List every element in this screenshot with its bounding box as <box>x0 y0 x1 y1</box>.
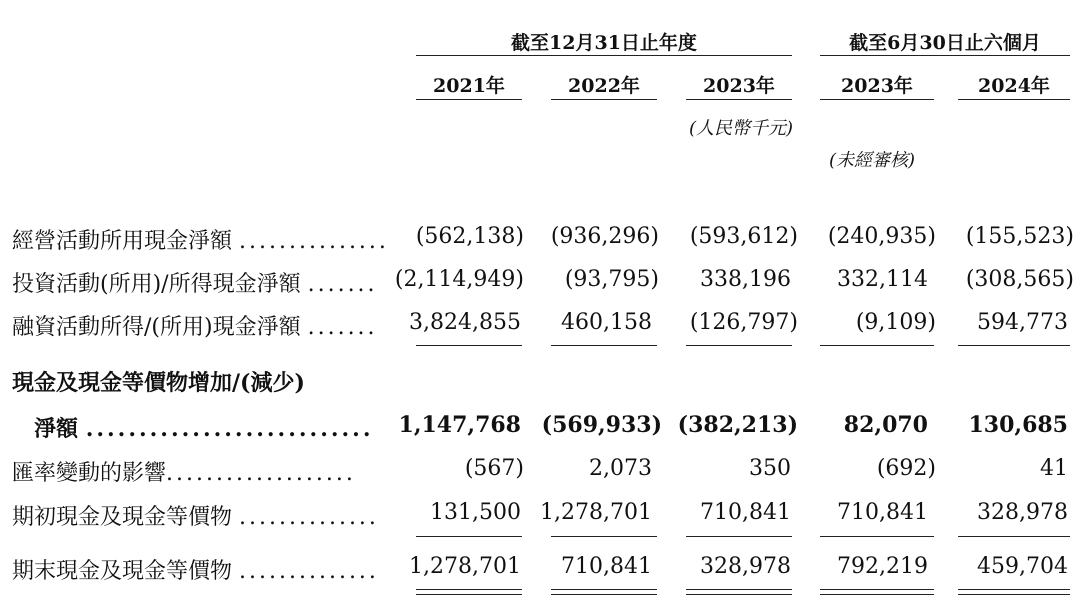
subtotal-rule <box>958 536 1070 537</box>
group-header-fiscal-year-underline <box>416 55 792 56</box>
cell-value: 338,196 <box>700 267 791 292</box>
group-header-six-months-underline <box>820 55 1070 56</box>
subtotal-rule <box>820 536 934 537</box>
cell-value: (9,109) <box>855 310 936 335</box>
group-header-six-months: 截至6月30日止六個月 <box>849 32 1041 54</box>
total-double-rule <box>820 589 934 595</box>
subtotal-rule <box>551 345 657 346</box>
year-header-2023: 2023年 <box>703 75 775 97</box>
cell-value: (240,935) <box>827 224 936 249</box>
cell-value: 1,278,701 <box>540 500 652 525</box>
group-header-fiscal-year: 截至12月31日止年度 <box>511 32 697 54</box>
year-header-underline <box>820 99 934 100</box>
cell-value: 328,978 <box>700 554 791 579</box>
year-header-underline <box>551 99 657 100</box>
cell-value: 3,824,855 <box>409 310 521 335</box>
cell-value: 130,685 <box>968 412 1068 438</box>
subtotal-rule <box>686 536 792 537</box>
cell-value: (569,933) <box>541 412 662 438</box>
row-label-operating-cash: 經營活動所用現金淨額 ............... <box>12 229 389 254</box>
cell-value: 2,073 <box>589 456 652 481</box>
cell-value: 332,114 <box>837 267 928 292</box>
row-label-financing-cash: 融資活動所得/(所用)現金淨額 ....... <box>12 315 378 340</box>
cell-value: (2,114,949) <box>394 267 524 292</box>
subtotal-rule <box>686 345 792 346</box>
year-header-2023-six-months: 2023年 <box>841 75 913 97</box>
cell-value: 792,219 <box>837 554 928 579</box>
cell-value: 594,773 <box>977 310 1068 335</box>
cell-value: (155,523) <box>965 224 1074 249</box>
year-header-2024-six-months: 2024年 <box>978 75 1050 97</box>
subtotal-rule <box>416 345 522 346</box>
total-double-rule <box>686 589 792 595</box>
subtotal-rule <box>551 536 657 537</box>
cell-value: 328,978 <box>977 500 1068 525</box>
cell-value: 459,704 <box>977 554 1068 579</box>
year-header-underline <box>416 99 522 100</box>
cell-value: (93,795) <box>564 267 659 292</box>
cell-value: (936,296) <box>550 224 659 249</box>
year-header-underline <box>958 99 1070 100</box>
row-label-investing-cash: 投資活動(所用)/所得現金淨額 ....... <box>12 272 378 297</box>
cell-value: (126,797) <box>689 310 798 335</box>
subtotal-rule <box>416 536 522 537</box>
cell-value: 710,841 <box>700 500 791 525</box>
total-double-rule <box>416 589 522 595</box>
year-header-2022: 2022年 <box>568 75 640 97</box>
total-double-rule <box>958 589 1070 595</box>
cell-value: 460,158 <box>561 310 652 335</box>
cell-value: (382,213) <box>677 412 798 438</box>
cell-value: 82,070 <box>843 412 928 438</box>
total-double-rule <box>551 589 657 595</box>
cell-value: (567) <box>464 456 524 481</box>
row-label-net-change: 淨額 ........................... <box>34 416 374 442</box>
cell-value: (308,565) <box>965 267 1074 292</box>
year-header-2021: 2021年 <box>433 75 505 97</box>
cell-value: (692) <box>876 456 936 481</box>
unaudited-note: (未經審核) <box>829 150 916 171</box>
year-header-underline <box>686 99 792 100</box>
cell-value: (562,138) <box>415 224 524 249</box>
row-label-opening-cash: 期初現金及現金等價物 .............. <box>12 505 379 530</box>
cell-value: 1,147,768 <box>398 412 521 438</box>
cell-value: 41 <box>1040 456 1068 481</box>
row-label-net-change-heading: 現金及現金等價物增加/(減少) <box>12 370 305 396</box>
cell-value: 1,278,701 <box>409 554 521 579</box>
row-label-fx-effect: 匯率變動的影響................... <box>12 461 356 486</box>
row-label-closing-cash: 期末現金及現金等價物 .............. <box>12 559 379 584</box>
cell-value: 131,500 <box>430 500 521 525</box>
cell-value: 710,841 <box>561 554 652 579</box>
subtotal-rule <box>820 345 934 346</box>
cell-value: 350 <box>749 456 791 481</box>
unit-note: (人民幣千元) <box>689 118 794 139</box>
cell-value: 710,841 <box>837 500 928 525</box>
subtotal-rule <box>958 345 1070 346</box>
cell-value: (593,612) <box>689 224 798 249</box>
